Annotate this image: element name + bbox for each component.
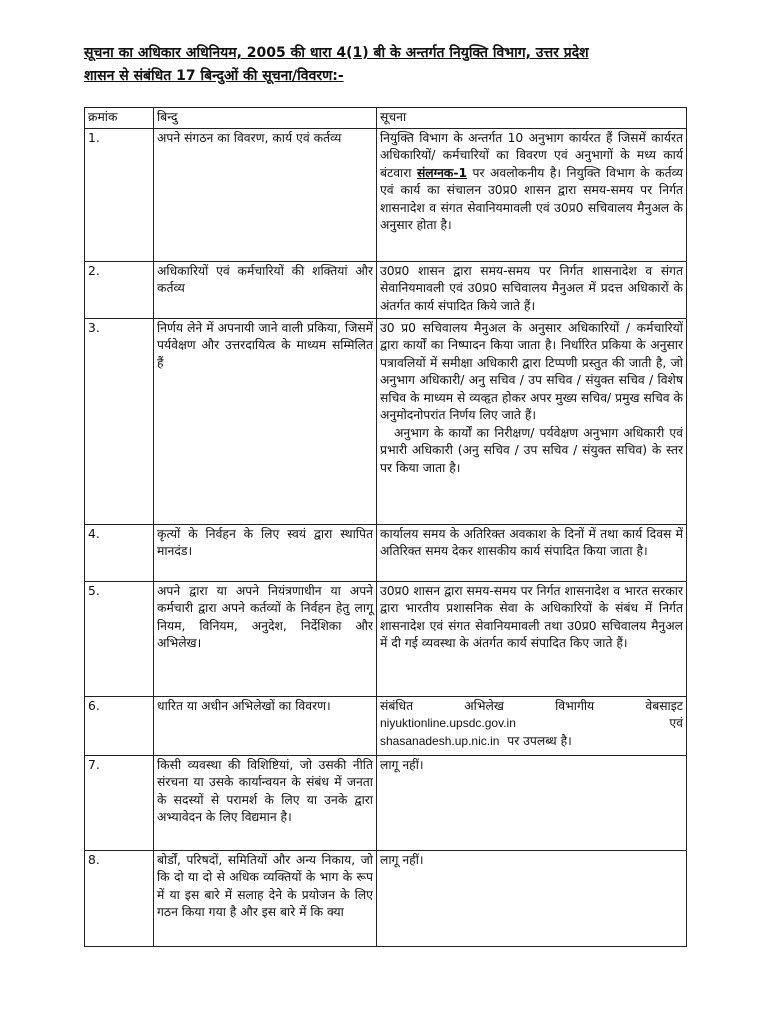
row-point: किसी व्यवस्था की विशिष्टियां, जो उसकी नीति संरचना या उसके कार्यान्वयन के संबंध में जनता के सदस्यों से परामर्श के लिए या उनके द्वारा अभ्यावेदन के लिए विद्यमान है। <box>154 755 377 850</box>
header-point: बिन्दु <box>154 108 377 129</box>
table-row <box>85 128 687 261</box>
table-row <box>85 696 687 755</box>
row-point: निर्णय लेने में अपनायी जाने वाली प्रकिया, जिसमें पर्यवेक्षण और उत्तरदायित्व के माध्यम सम्मिलित हैं <box>154 318 377 524</box>
row-number: 5. <box>85 581 154 696</box>
table-row <box>85 261 687 318</box>
table-row <box>85 524 687 581</box>
row-info: संबंधित अभिलेख विभागीय वेबसाइट niyuktionline.upsdc.gov.in एवं shasanadesh.up.nic.in पर उपलब्ध है। <box>377 696 687 755</box>
heading-line-2: शासन से संबंधित 17 बिन्दुओं की सूचना/विवरण:- <box>84 68 344 84</box>
row-point: अपने द्वारा या अपने नियंत्रणाधीन या अपने कर्मचारी द्वारा अपने कर्तव्यों के निर्वहन हेतु लागू नियम, विनियम, अनुदेश, निर्देशिका और अभिलेख। <box>154 581 377 696</box>
row-number: 8. <box>85 850 154 946</box>
row-point: धारित या अधीन अभिलेखों का विवरण। <box>154 696 377 755</box>
row-number: 7. <box>85 755 154 850</box>
table-row <box>85 581 687 696</box>
row-point: बोर्डों, परिषदों, समितियों और अन्य निकाय, जो कि दो या दो से अधिक व्यक्तियों के भाग के रूप में या इस बारे में सलाह देने के प्रयोजन के लिए गठन किया गया है और इस बारे में कि क्या <box>154 850 377 946</box>
row-point: अपने संगठन का विवरण, कार्य एवं कर्तव्य <box>154 128 377 261</box>
row-number: 6. <box>85 696 154 755</box>
table-row <box>85 850 687 946</box>
row-number: 2. <box>85 261 154 318</box>
row-info: उ0प्र0 शासन द्वारा समय-समय पर निर्गत शासनादेश व संगत सेवानियमावली एवं उ0प्र0 सचिवालय मैनुअल में प्रदत्त अधिकारों के अंतर्गत कार्य संपादित किये जाते हैं। <box>377 261 687 318</box>
website-link[interactable]: niyuktionline.upsdc.gov.in <box>380 716 516 730</box>
row-point: कृत्यों के निर्वहन के लिए स्वयं द्वारा स्थापित मानदंड। <box>154 524 377 581</box>
header-info: सूचना <box>377 108 687 129</box>
table-row <box>85 318 687 524</box>
row-number: 1. <box>85 128 154 261</box>
annexure-link-text: संलग्नक-1 <box>416 165 468 180</box>
row-number: 4. <box>85 524 154 581</box>
row-point: अधिकारियों एवं कर्मचारियों की शक्तियां और कर्तव्य <box>154 261 377 318</box>
row-info-paragraph: अनुभाग के कार्यों का निरीक्षण/ पर्यवेक्षण अनुभाग अधिकारी एवं प्रभारी अधिकारी (अनु सचिव / उप सचिव / संयुक्त सचिव) के स्तर पर किया जाता है। <box>380 425 683 475</box>
row-info: कार्यालय समय के अतिरिक्त अवकाश के दिनों में तथा कार्य दिवस में अतिरिक्त समय देकर शासकीय कार्य संपादित किया जाता है। <box>377 524 687 581</box>
row-info <box>377 318 687 524</box>
header-serial: क्रमांक <box>85 108 154 129</box>
row-info: लागू नहीं। <box>377 850 687 946</box>
row-info: उ0प्र0 शासन द्वारा समय-समय पर निर्गत शासनादेश व भारत सरकार द्वारा भारतीय प्रशासनिक सेवा के अधिकारियों के संबंध में निर्गत शासनादेश एवं संगत सेवानियमावली तथा उ0प्र0 सचिवालय मैनुअल में दी गई व्यवस्था के अंतर्गत कार्य संपादित किए जाते हैं। <box>377 581 687 696</box>
row-info: लागू नहीं। <box>377 755 687 850</box>
row-info: नियुक्ति विभाग के अन्तर्गत 10 अनुभाग कार्यरत हैं जिसमें कार्यरत अधिकारियों/ कर्मचारियों का विवरण एवं अनुभागों के मध्य कार्य बंटवारा संलग्नक-1 पर अवलोकनीय है। नियुक्ति विभाग के कर्तव्य एवं कार्य का संचालन उ0प्र0 शासन द्वारा समय-समय पर निर्गत शासनादेश व संगत सेवानियमावली एवं उ0प्र0 सचिवालय मैनुअल के अनुसार होता है। <box>377 128 687 261</box>
table-row <box>85 755 687 850</box>
row-number: 3. <box>85 318 154 524</box>
rti-info-table <box>84 107 687 947</box>
website-link[interactable]: shasanadesh.up.nic.in <box>380 733 500 748</box>
table-header-row <box>85 108 687 129</box>
row-info-paragraph: उ0 प्र0 सचिवालय मैनुअल के अनुसार अधिकारियों / कर्मचारियों द्वारा कार्यों का निष्पादन किया जाता है। निर्धारित प्रकिया के अनुसार पत्रावलियों में समीक्षा अधिकारी द्वारा टिप्पणी प्रस्तुत की जाती है, जो अनुभाग अधिकारी/ अनु सचिव / उप सचिव / संयुक्त सचिव / विशेष सचिव के माध्यम से व्यव्हृत होकर अपर मुख्य सचिव/ प्रमुख सचिव के अनुमोदनोपरांत निर्णय लिए जाते हैं। <box>380 320 683 422</box>
document-heading <box>84 42 684 88</box>
heading-line-1: सूचना का अधिकार अधिनियम, 2005 की धारा 4(1) बी के अन्तर्गत नियुक्ति विभाग, उत्तर प्रदेश <box>84 45 589 61</box>
